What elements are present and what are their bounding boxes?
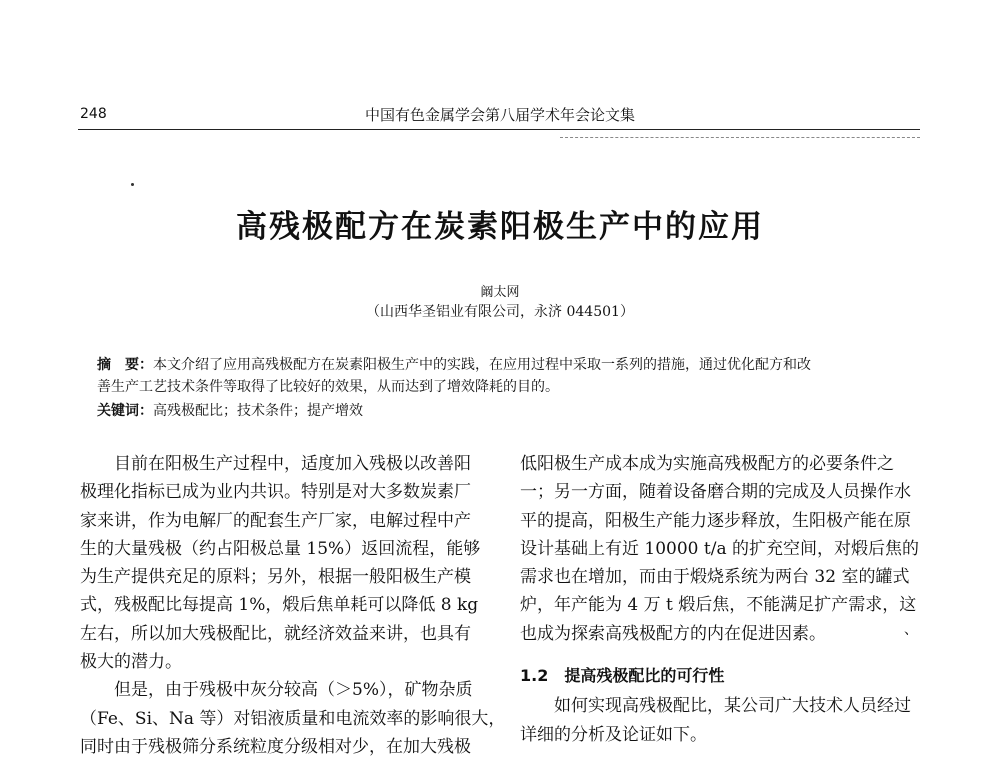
keywords-text: 高残极配比；技术条件；提产增效 bbox=[153, 403, 363, 419]
body-line: 极理化指标已成为业内共识。特别是对大多数炭素厂 bbox=[80, 482, 471, 503]
body-right-column bbox=[520, 450, 922, 749]
body-line: 设计基础上有近 10000 t/a 的扩充空间，对煅后焦的 bbox=[520, 538, 919, 559]
keywords-label: 关键词： bbox=[97, 403, 153, 419]
speck bbox=[131, 183, 134, 186]
body-line: 如何实现高残极配比，某公司广大技术人员经过 bbox=[554, 696, 911, 717]
affiliation: （山西华圣铝业有限公司，永济 044501） bbox=[366, 304, 634, 320]
abstract-text-1: 本文介绍了应用高残极配方在炭素阳极生产中的实践，在应用过程中采取一系列的措施，通过优化配方和改 bbox=[153, 357, 811, 373]
body-line: 左右，所以加大残极配比，就经济效益来讲，也具有 bbox=[80, 623, 471, 644]
body-line: 同时由于残极筛分系统粒度分级相对少，在加大残极 bbox=[80, 736, 471, 757]
body-line: 需求也在增加，而由于煅烧系统为两台 32 室的罐式 bbox=[520, 567, 910, 588]
header-rule-faint bbox=[560, 137, 920, 138]
body-line: 低阳极生产成本成为实施高残极配方的必要条件之 bbox=[520, 454, 894, 474]
author: 阚太网 bbox=[480, 285, 520, 300]
body-left-column bbox=[80, 450, 506, 761]
margin-mark: 、 bbox=[904, 622, 918, 638]
body-line: 生的大量残极（约占阳极总量 15%）返回流程，能够 bbox=[80, 538, 481, 559]
body-line: 详细的分析及论证如下。 bbox=[520, 724, 707, 745]
page-number: 248 bbox=[80, 106, 107, 122]
body-line: 极大的潜力。 bbox=[80, 652, 182, 673]
body-line: 家来讲，作为电解厂的配套生产厂家，电解过程中产 bbox=[80, 510, 471, 531]
abstract-label: 摘 要： bbox=[97, 357, 153, 373]
body-line: （Fe、Si、Na 等）对铝液质量和电流效率的影响很大， bbox=[80, 708, 506, 729]
body-line: 目前在阳极生产过程中，适度加入残极以改善阳 bbox=[114, 454, 471, 474]
section-heading: 1.2 提高残极配比的可行性 bbox=[520, 666, 725, 686]
body-line: 平的提高，阳极生产能力逐步释放，生阳极产能在原 bbox=[520, 510, 911, 531]
abstract-line-1 bbox=[97, 355, 811, 376]
body-line: 式，残极配比每提高 1%，煅后焦单耗可以降低 8 kg bbox=[80, 595, 479, 616]
abstract-line-2: 善生产工艺技术条件等取得了比较好的效果，从而达到了增效降耗的目的。 bbox=[97, 379, 559, 395]
body-line: 为生产提供充足的原料；另外，根据一般阳极生产模 bbox=[80, 567, 471, 588]
header-rule bbox=[78, 129, 920, 130]
keywords-line bbox=[97, 401, 363, 422]
body-line: 也成为探索高残极配方的内在促进因素。 bbox=[520, 623, 826, 644]
body-line: 炉，年产能为 4 万 t 煅后焦，不能满足扩产需求，这 bbox=[520, 595, 917, 616]
article-title: 高残极配方在炭素阳极生产中的应用 bbox=[236, 209, 764, 245]
body-line: 但是，由于残极中灰分较高（＞5%），矿物杂质 bbox=[114, 680, 473, 701]
running-header: 中国有色金属学会第八届学术年会论文集 bbox=[364, 106, 635, 124]
body-line: 一；另一方面，随着设备磨合期的完成及人员操作水 bbox=[520, 482, 911, 503]
